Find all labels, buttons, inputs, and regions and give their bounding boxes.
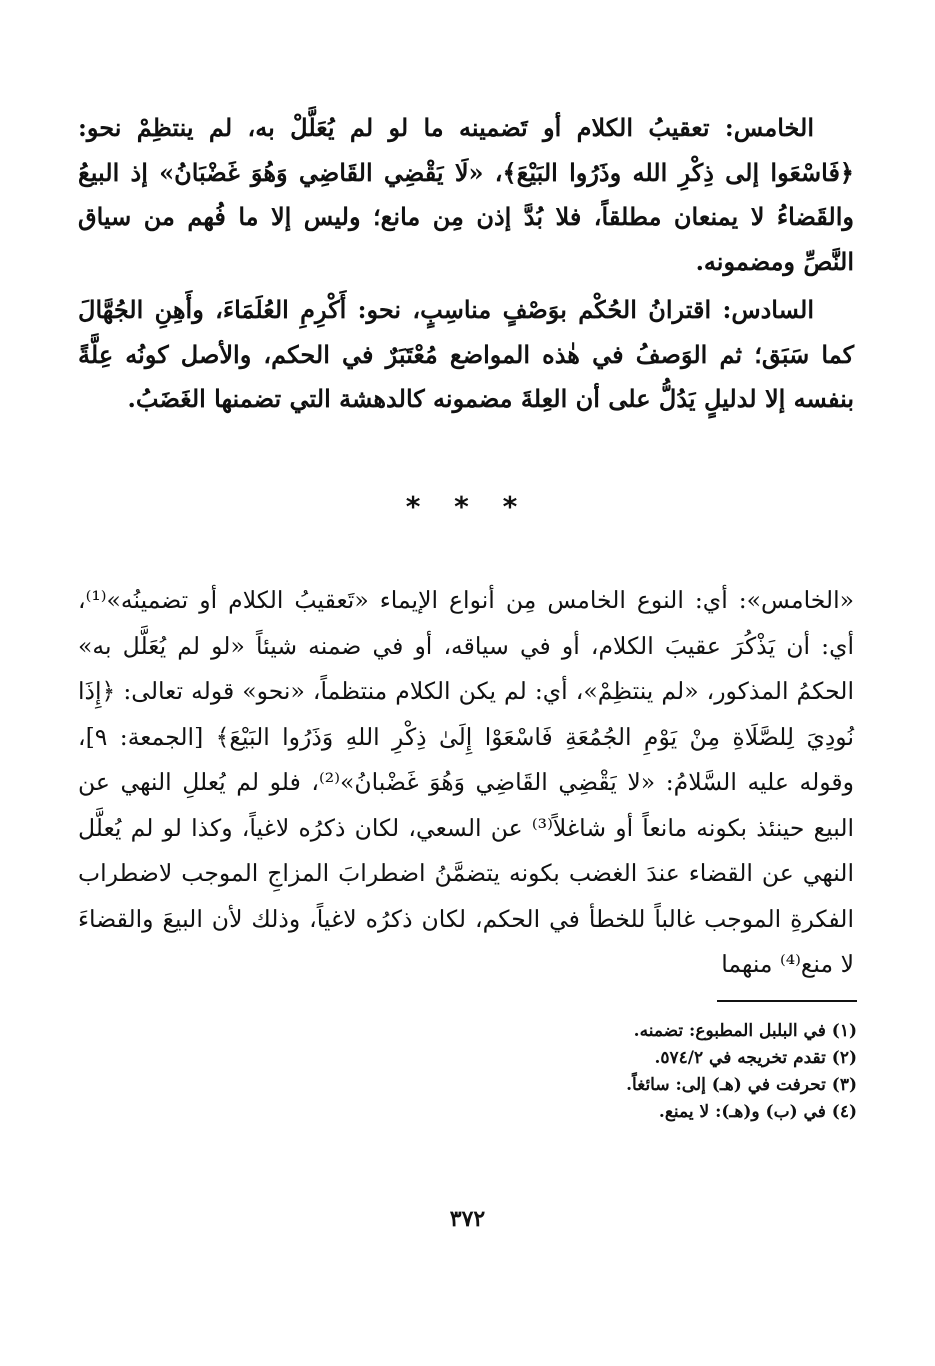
main-text <box>78 106 854 426</box>
main-paragraph-fifth: الخامس: تعقيبُ الكلام أو تَضمينه ما لو لم يُعَلَّلْ به، لم ينتظِمْ نحو: ﴿فَاسْعَوا إلى ذِكْرِ الله وذَرُوا البَيْعَ﴾، «لَا يَقْضِي القَاضِي وَهُوَ غَضْبَانُ» إذ البيعُ والقَضاءُ لا يمنعان مطلقاً، فلا بُدَّ إذن مِن مانع؛ وليس إلا ما فُهم من سياق النَّصِّ ومضمونه. <box>78 113 854 276</box>
footnote-4: (٤) في (ب) و(هـ): لا يمنع. <box>658 1102 857 1122</box>
footnotes <box>297 1018 857 1126</box>
footnote-3: (٣) تحرفت في (هـ) إلى: سائغاً. <box>626 1075 857 1095</box>
footnote-divider <box>717 1000 857 1002</box>
commentary-text <box>78 578 854 988</box>
commentary-paragraph: «الخامس»: أي: النوع الخامس مِن أنواع الإيماء «تَعقيبُ الكلام أو تضمينُه»⁽¹⁾، أي: أن يَذْكُرَ عقيبَ الكلام، أو في سياقه، أو في ضمنه شيئاً «لو لم يُعَلَّل به» الحكمُ المذكور، «لم ينتظِمْ»، أي: لم يكن الكلام منتظماً، «نحو» قوله تعالى: ﴿إِذَا نُودِيَ لِلصَّلَاةِ مِنْ يَوْمِ الجُمُعَةِ فَاسْعَوْا إِلَىٰ ذِكْرِ اللهِ وَذَرُوا البَيْعَ﴾ [الجمعة: ٩]، وقوله عليه السَّلامُ: «لا يَقْضِي القَاضِي وَهُوَ غَضْبانُ»⁽²⁾، فلو لم يُعللِ النهي عن البيع حينئذ بكونه مانعاً أو شاغلاً⁽³⁾ عن السعي، لكان ذكرُه لاغياً، وكذا لو لم يُعلَّل النهي عن القضاء عندَ الغضب بكونه يتضمَّنُ اضطرابَ المزاجِ الموجب لاضطراب الفكرةِ الموجب غالباً للخطأ في الحكم، لكان ذكرُه لاغياً، وذلك لأن البيعَ والقضاءَ لا منع⁽⁴⁾ منهما <box>78 586 855 978</box>
footnote-2: (٢) تقدم تخريجه في ٥٧٤/٢. <box>654 1048 857 1068</box>
footnote-1: (١) في البلبل المطبوع: تضمنه. <box>633 1021 857 1041</box>
page-number: ٣٧٢ <box>449 1206 486 1232</box>
main-paragraph-sixth: السادس: اقترانُ الحُكْم بوَصْفٍ مناسِبٍ، نحو: أَكْرِمِ العُلَمَاءَ، وأَهِنِ الجُهَّالَ كما سَبَق؛ ثم الوَصفُ في هٰذه المواضع مُعْتَبَرٌ في الحكم، والأصل كونُه عِلَّةً بنفسه إلا لدليلٍ يَدُلُّ على أن العِلةَ مضمونه كالدهشة التي تضمنها الغَضَبُ. <box>78 295 854 413</box>
section-separator: * * * <box>405 490 530 523</box>
